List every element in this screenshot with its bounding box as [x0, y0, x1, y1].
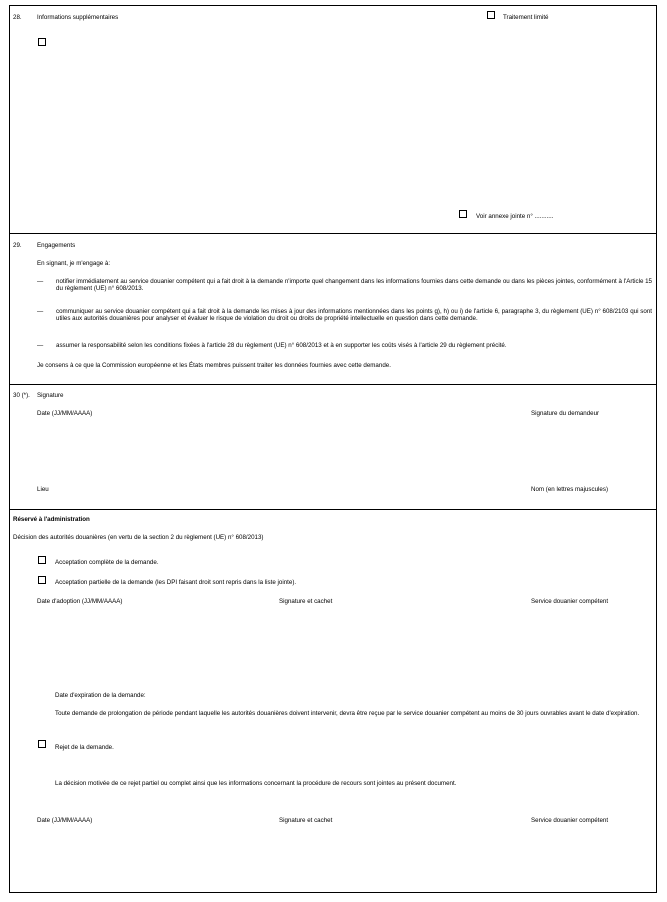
- signature-seal-label-2: Signature et cachet: [279, 817, 333, 824]
- section-29: [10, 234, 656, 384]
- section-28: [10, 6, 656, 233]
- competent-service-label: Service douanier compétent: [531, 598, 609, 605]
- signature-seal-label: Signature et cachet: [279, 598, 333, 605]
- reasoned-decision-note: La décision motivée de ce rejet partiel ou complet ainsi que les informations concernant la procédure de recours sont jointes au présent document.: [55, 780, 457, 787]
- competent-service-label-2: Service douanier compétent: [531, 817, 609, 824]
- extension-note: Toute demande de prolongation de période pendant laquelle les autorités douanières doivent intervenir, devra être reçue par le service douanier compétent au moins de 30 jours ouvrables avant le date d'expiration.: [55, 710, 640, 717]
- commitment-item: communiquer au service douanier compétent qui a fait droit à la demande les mises à jour des informations mentionnées dans les points g), h) ou i) de l'article 6, paragraphe 3, du règlement (UE) n° 608/2103 qui sont utiles aux autorités douanières pour analyser et évaluer le risque de violation du droit ou droits de propriété intellectuelle en question dans cette demande.: [56, 308, 652, 323]
- annex-checkbox[interactable]: [459, 210, 467, 218]
- section-28-number: 28.: [13, 14, 22, 21]
- limited-processing-label: Traitement limité: [503, 14, 549, 21]
- section-30: [10, 385, 656, 510]
- rejection-label: Rejet de la demande.: [55, 744, 114, 751]
- rejection-checkbox[interactable]: [38, 740, 46, 748]
- commitment-item: assumer la responsabilité selon les conditions fixées à l'article 28 du règlement (UE) n° 608/2013 et à en supporter les coûts visés à l'article 29 du règlement précité.: [56, 342, 507, 349]
- name-label: Nom (en lettres majuscules): [531, 486, 609, 493]
- section-30-number: 30 (*).: [13, 392, 30, 399]
- full-acceptance-label: Acceptation complète de la demande.: [55, 559, 159, 566]
- section-28-title: Informations supplémentaires: [37, 14, 119, 21]
- section-29-title: Engagements: [37, 242, 76, 249]
- admin-title: Réservé à l'administration: [13, 516, 90, 523]
- section-29-number: 29.: [13, 242, 22, 249]
- adoption-date-label: Date d'adoption (JJ/MM/AAAA): [37, 598, 123, 605]
- full-acceptance-checkbox[interactable]: [38, 556, 46, 564]
- consent-statement: Je consens à ce que la Commission européenne et les États membres puissent traiter les données fournies avec cette demande.: [37, 362, 391, 369]
- form-frame: [9, 5, 657, 893]
- annex-label: Voir annexe jointe n° ...........: [476, 213, 554, 220]
- customs-decision-label: Décision des autorités douanières (en vertu de la section 2 du règlement (UE) n° 608/2013): [13, 534, 264, 541]
- commitment-item: notifier immédiatement au service douanier compétent qui a fait droit à la demande n'importe quel changement dans les informations fournies dans cette demande ou dans les pièces jointes, conformément à l'Article 15 du règlement (UE) n° 608/2013.: [56, 278, 652, 293]
- admin-section: [10, 510, 656, 892]
- applicant-signature-label: Signature du demandeur: [531, 410, 600, 417]
- bullet-dash: —: [37, 278, 44, 285]
- commitments-intro: En signant, je m'engage à:: [37, 260, 111, 267]
- expiry-date-label: Date d'expiration de la demande:: [55, 692, 146, 699]
- partial-acceptance-label: Acceptation partielle de la demande (les DPI faisant droit sont repris dans la liste jointe).: [55, 579, 297, 586]
- limited-processing-checkbox[interactable]: [487, 11, 495, 19]
- bullet-dash: —: [37, 342, 44, 349]
- place-label: Lieu: [37, 486, 49, 493]
- decision-date-label: Date (JJ/MM/AAAA): [37, 817, 93, 824]
- partial-acceptance-checkbox[interactable]: [38, 576, 46, 584]
- section-30-title: Signature: [37, 392, 64, 399]
- applicant-date-label: Date (JJ/MM/AAAA): [37, 410, 93, 417]
- additional-info-checkbox[interactable]: [38, 38, 46, 46]
- bullet-dash: —: [37, 308, 44, 315]
